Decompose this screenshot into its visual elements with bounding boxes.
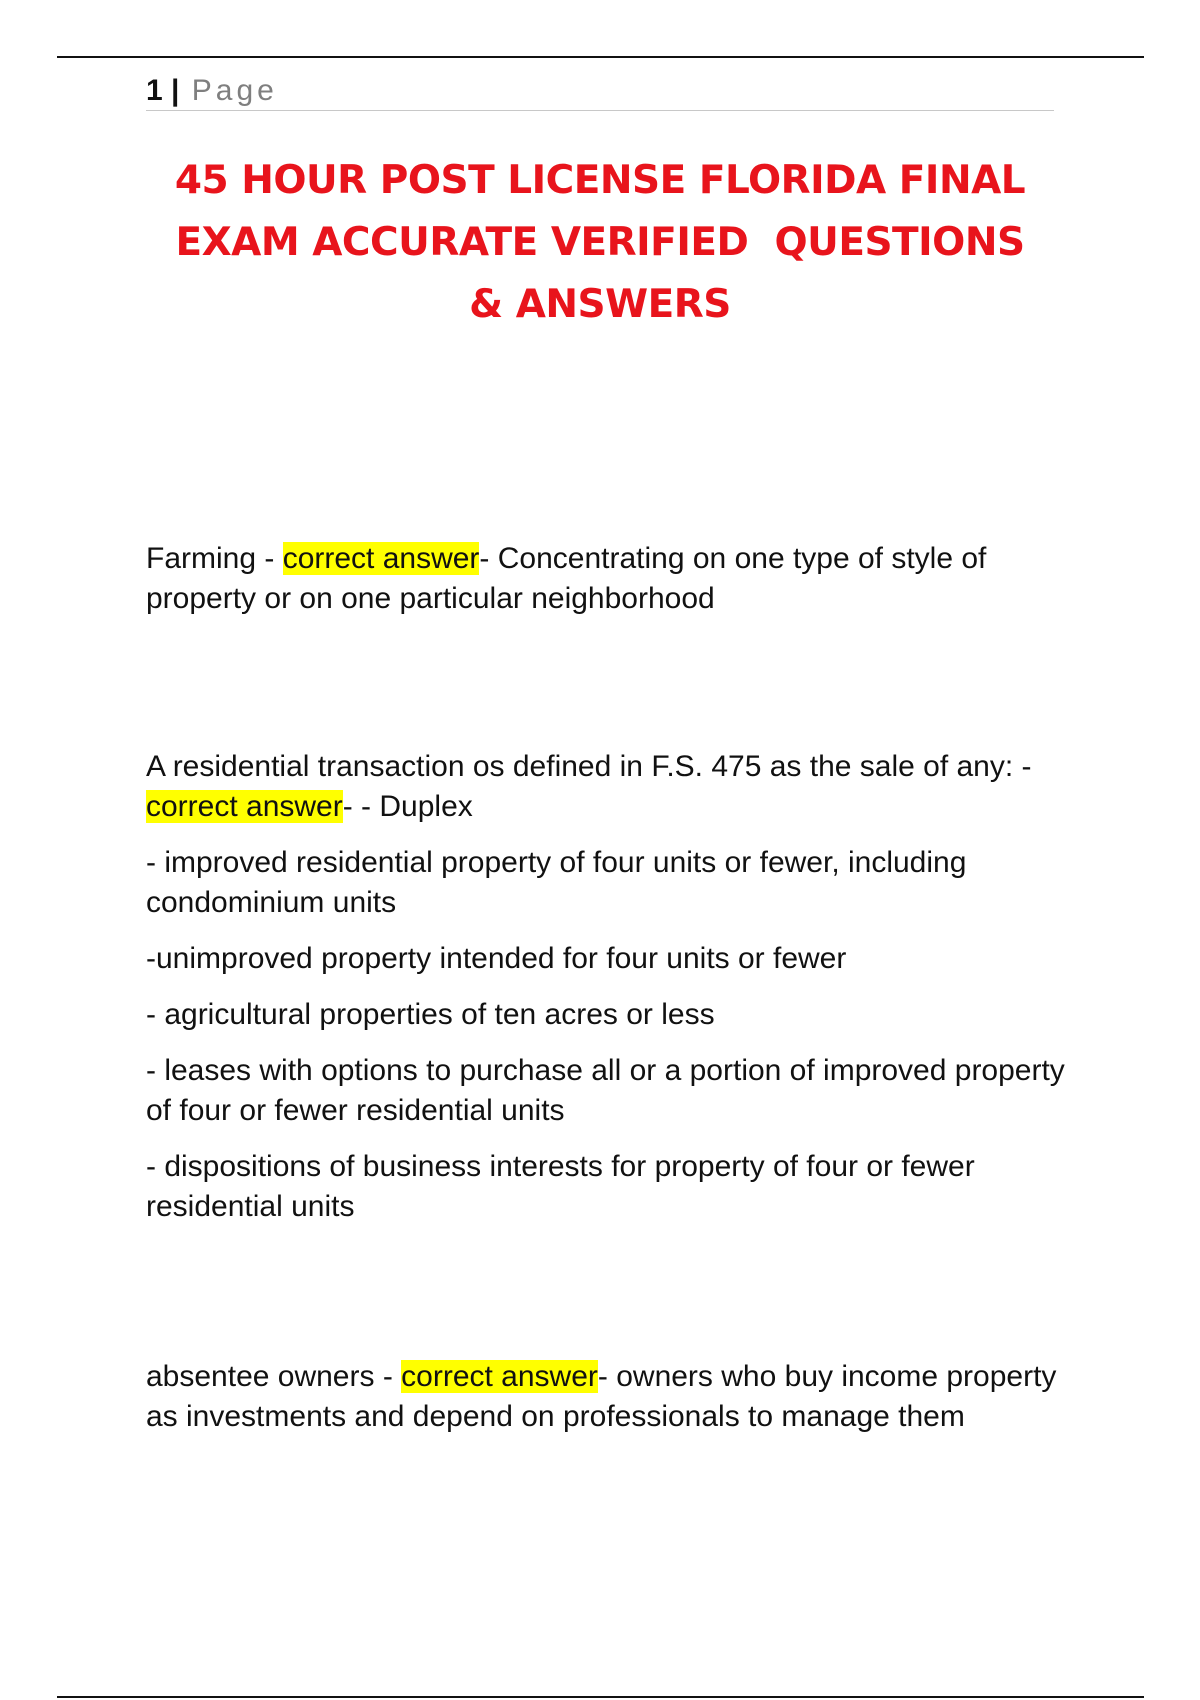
page-label: Page <box>191 74 278 107</box>
page-separator: | <box>171 74 180 107</box>
answer-list-item: - leases with options to purchase all or a portion of improved property of four or fewer residential units <box>146 1054 1065 1127</box>
correct-answer-highlight: correct answer <box>401 1360 598 1393</box>
qa-question <box>146 747 1066 827</box>
qa-term: Farming - <box>146 542 283 575</box>
qa-question <box>146 539 1066 619</box>
correct-answer-highlight: correct answer <box>282 542 480 575</box>
top-rule <box>57 56 1144 58</box>
title-line-2: EXAM ACCURATE VERIFIED QUESTIONS <box>175 220 1025 265</box>
qa-entry-farming <box>146 539 1066 619</box>
document-title <box>140 150 1060 336</box>
answer-list-item: - improved residential property of four units or fewer, including condominium units <box>146 846 967 919</box>
answer-list-item: - dispositions of business interests for property of four or fewer residential units <box>146 1150 975 1223</box>
qa-entry-residential-transaction <box>146 747 1066 1227</box>
qa-entry-absentee-owners <box>146 1357 1066 1437</box>
answer-list-item: - agricultural properties of ten acres or less <box>146 998 715 1031</box>
page-number: 1 <box>146 74 163 107</box>
title-line-1: 45 HOUR POST LICENSE FLORIDA FINAL <box>174 158 1026 203</box>
qa-question <box>146 1357 1066 1437</box>
qa-answer: - owners who buy income property as investments and depend on professionals to manage them <box>146 1360 1057 1433</box>
qa-term: absentee owners - <box>146 1360 402 1393</box>
correct-answer-highlight: correct answer <box>146 790 343 823</box>
title-line-3: & ANSWERS <box>469 282 731 327</box>
page-header <box>146 72 1054 111</box>
qa-term: A residential transaction os defined in F.S. 475 as the sale of any: - <box>146 750 1032 783</box>
qa-answer: - Concentrating on one type of style of property or on one particular neighborhood <box>146 542 987 615</box>
bottom-rule <box>57 1696 1144 1698</box>
answer-list-item: -unimproved property intended for four units or fewer <box>146 942 847 975</box>
qa-answer: - - Duplex <box>342 790 473 823</box>
